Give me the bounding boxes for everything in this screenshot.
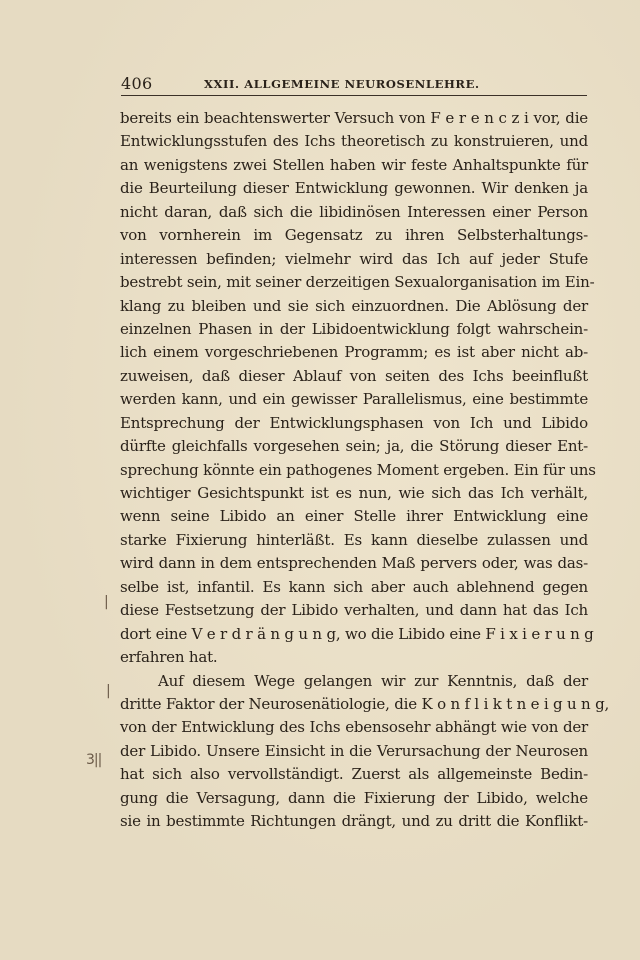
text-line: dort eine V e r d r ä n g u n g, wo die Libido eine F i x i e r u n g	[120, 624, 594, 643]
text-line: einzelnen Phasen in der Libidoentwicklung folgt wahrschein-	[120, 319, 588, 338]
paragraph-2	[120, 670, 610, 834]
text-line: lich einem vorgeschriebenen Programm; es ist aber nicht ab-	[120, 343, 588, 362]
text-line: klang zu bleiben und sie sich einzuordnen. Die Ablösung der	[120, 296, 588, 315]
pencil-margin-mark: 3||	[86, 752, 102, 768]
text-line: sprechung könnte ein pathogenes Moment ergeben. Ein für uns	[120, 460, 596, 479]
text-line: Entwicklungsstufen des Ichs theoretisch zu konstruieren, und	[120, 132, 588, 151]
text-line: zuweisen, daß dieser Ablauf von seiten des Ichs beeinflußt	[120, 366, 588, 385]
text-line: an wenigstens zwei Stellen haben wir feste Anhaltspunkte für	[120, 155, 588, 174]
text-line: wenn seine Libido an einer Stelle ihrer Entwicklung eine	[120, 507, 588, 526]
text-line: diese Festsetzung der Libido verhalten, und dann hat das Ich	[120, 601, 588, 620]
text-line: nicht daran, daß sich die libidinösen Interessen einer Person	[120, 202, 588, 221]
text-line: hat sich also vervollständigt. Zuerst als allgemeinste Bedin-	[120, 765, 588, 784]
text-line: werden kann, und ein gewisser Parallelismus, eine bestimmte	[120, 390, 588, 409]
text-line: interessen befinden; vielmehr wird das Ich auf jeder Stufe	[120, 249, 588, 268]
text-line: Entsprechung der Entwicklungsphasen von Ich und Libido	[120, 413, 588, 432]
text-line: selbe ist, infantil. Es kann sich aber auch ablehnend gegen	[120, 577, 588, 596]
text-line: von vornherein im Gegensatz zu ihren Selbsterhaltungs-	[120, 226, 588, 245]
body-text	[120, 107, 610, 834]
text-line: dürfte gleichfalls vorgesehen sein; ja, die Störung dieser Ent-	[120, 437, 588, 456]
text-line: der Libido. Unsere Einsicht in die Verursachung der Neurosen	[120, 741, 588, 760]
paragraph-1	[120, 107, 596, 670]
text-line: sie in bestimmte Richtungen drängt, und zu dritt die Konflikt-	[120, 812, 588, 831]
page-number: 406	[121, 74, 153, 93]
header-rule	[121, 95, 587, 96]
pencil-margin-mark: |	[104, 594, 109, 610]
text-line: die Beurteilung dieser Entwicklung gewonnen. Wir denken ja	[120, 179, 588, 198]
text-line: wichtiger Gesichtspunkt ist es nun, wie sich das Ich verhält,	[120, 484, 588, 502]
page-header	[121, 74, 587, 94]
text-line: gung die Versagung, dann die Fixierung der Libido, welche	[120, 788, 588, 807]
text-line: wird dann in dem entsprechenden Maß pervers oder, was das-	[120, 554, 588, 573]
text-line: erfahren hat.	[120, 648, 218, 667]
text-line: dritte Faktor der Neurosenätiologie, die K o n f l i k t n e i g u n g,	[120, 694, 610, 713]
text-line: bestrebt sein, mit seiner derzeitigen Sexualorganisation im Ein-	[120, 273, 595, 292]
text-line: von der Entwicklung des Ichs ebensosehr abhängt wie von der	[120, 718, 588, 737]
pencil-margin-mark: |	[106, 683, 111, 699]
text-line: Auf diesem Wege gelangen wir zur Kenntnis, daß der	[158, 671, 588, 690]
text-line: bereits ein beachtenswerter Versuch von F e r e n c z i vor, die	[120, 109, 588, 127]
running-head: XXII. ALLGEMEINE NEUROSENLEHRE.	[204, 77, 480, 91]
text-line: starke Fixierung hinterläßt. Es kann dieselbe zulassen und	[120, 530, 588, 549]
